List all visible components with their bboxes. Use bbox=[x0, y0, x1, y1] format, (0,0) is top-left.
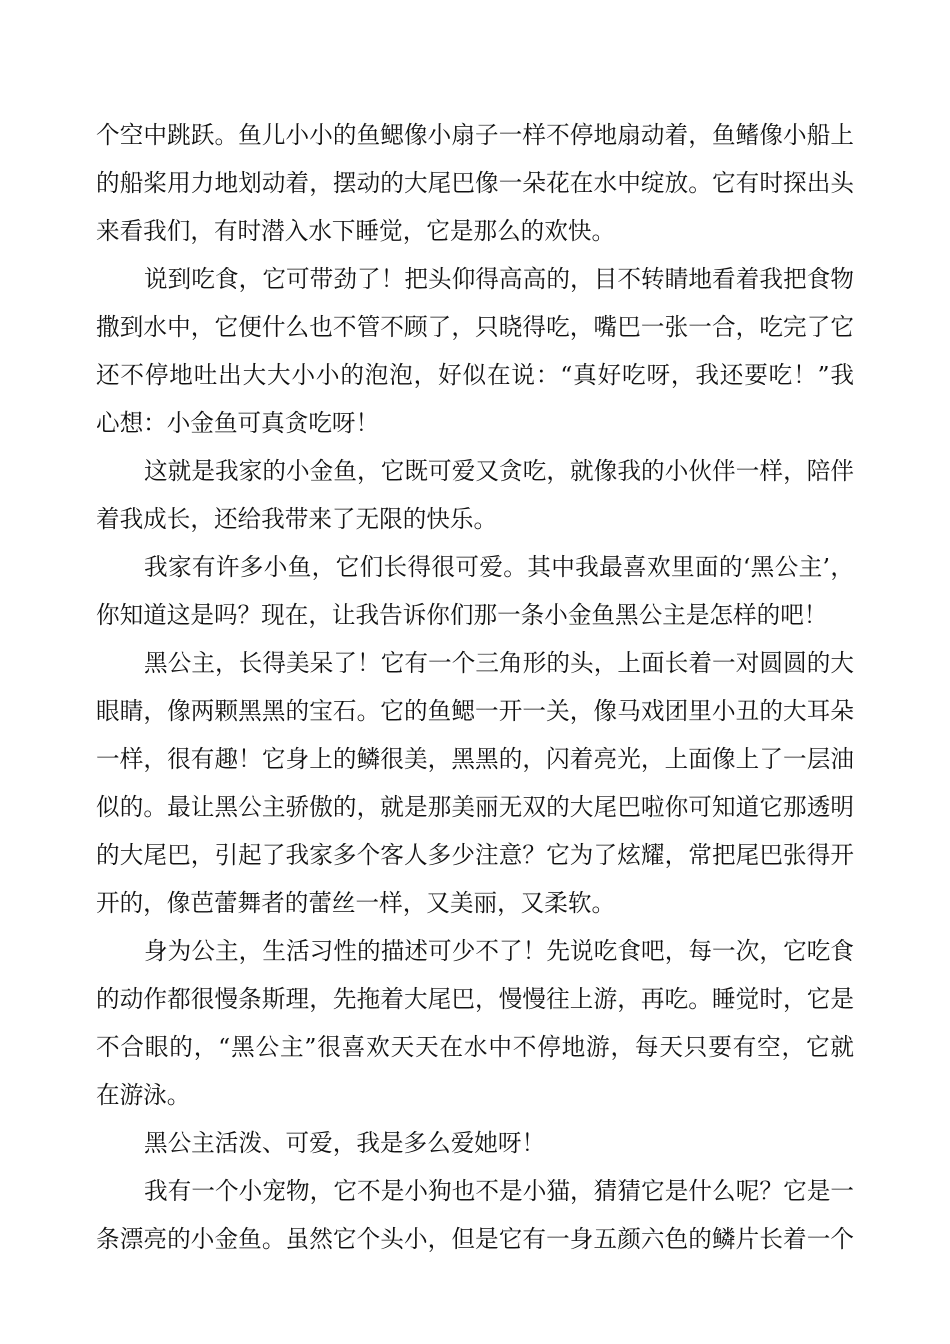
text-line: 的大尾巴，引起了我家多个客人多少注意？它为了炫耀，常把尾巴张得开 bbox=[96, 841, 854, 869]
text-line: 你知道这是吗？现在，让我告诉你们那一条小金鱼黑公主是怎样的吧！ bbox=[96, 601, 828, 629]
text-line: 不合眼的，“黑公主”很喜欢天天在水中不停地游，每天只要有空，它就 bbox=[96, 1033, 854, 1061]
paragraph-first-line: 说到吃食，它可带劲了！把头仰得高高的，目不转睛地看着我把食物 bbox=[144, 265, 854, 293]
text-line: 一样，很有趣！它身上的鳞很美，黑黑的，闪着亮光，上面像上了一层油 bbox=[96, 745, 854, 773]
text-line: 撒到水中，它便什么也不管不顾了，只晓得吃，嘴巴一张一合，吃完了它 bbox=[96, 313, 854, 341]
paragraph-first-line: 这就是我家的小金鱼，它既可爱又贪吃，就像我的小伙伴一样，陪伴 bbox=[144, 457, 854, 485]
text-line: 心想：小金鱼可真贪吃呀！ bbox=[96, 409, 380, 437]
text-line: 似的。最让黑公主骄傲的，就是那美丽无双的大尾巴啦你可知道它那透明 bbox=[96, 793, 854, 821]
text-line: 着我成长，还给我带来了无限的快乐。 bbox=[96, 505, 498, 533]
text-line: 的动作都很慢条斯理，先拖着大尾巴，慢慢往上游，再吃。睡觉时，它是 bbox=[96, 985, 854, 1013]
paragraph-first-line: 我家有许多小鱼，它们长得很可爱。其中我最喜欢里面的‘黑公主’， bbox=[144, 553, 854, 581]
text-line: 条漂亮的小金鱼。虽然它个头小，但是它有一身五颜六色的鳞片长着一个 bbox=[96, 1225, 854, 1253]
paragraph-first-line: 黑公主活泼、可爱，我是多么爱她呀！ bbox=[144, 1129, 546, 1157]
text-line: 个空中跳跃。鱼儿小小的鱼鳃像小扇子一样不停地扇动着，鱼鳍像小船上 bbox=[96, 121, 854, 149]
text-line: 眼睛，像两颗黑黑的宝石。它的鱼鳃一开一关，像马戏团里小丑的大耳朵 bbox=[96, 697, 854, 725]
text-line: 还不停地吐出大大小小的泡泡，好似在说：“真好吃呀，我还要吃！”我 bbox=[96, 361, 854, 389]
text-line: 在游泳。 bbox=[96, 1081, 191, 1109]
paragraph-first-line: 我有一个小宠物，它不是小狗也不是小猫，猜猜它是什么呢？它是一 bbox=[144, 1177, 854, 1205]
text-line: 来看我们，有时潜入水下睡觉，它是那么的欢快。 bbox=[96, 217, 616, 245]
text-line: 开的，像芭蕾舞者的蕾丝一样，又美丽，又柔软。 bbox=[96, 889, 616, 917]
text-line: 的船桨用力地划动着，摆动的大尾巴像一朵花在水中绽放。它有时探出头 bbox=[96, 169, 854, 197]
paragraph-first-line: 黑公主，长得美呆了！它有一个三角形的头，上面长着一对圆圆的大 bbox=[144, 649, 854, 677]
paragraph-first-line: 身为公主，生活习性的描述可少不了！先说吃食吧，每一次，它吃食 bbox=[144, 937, 854, 965]
